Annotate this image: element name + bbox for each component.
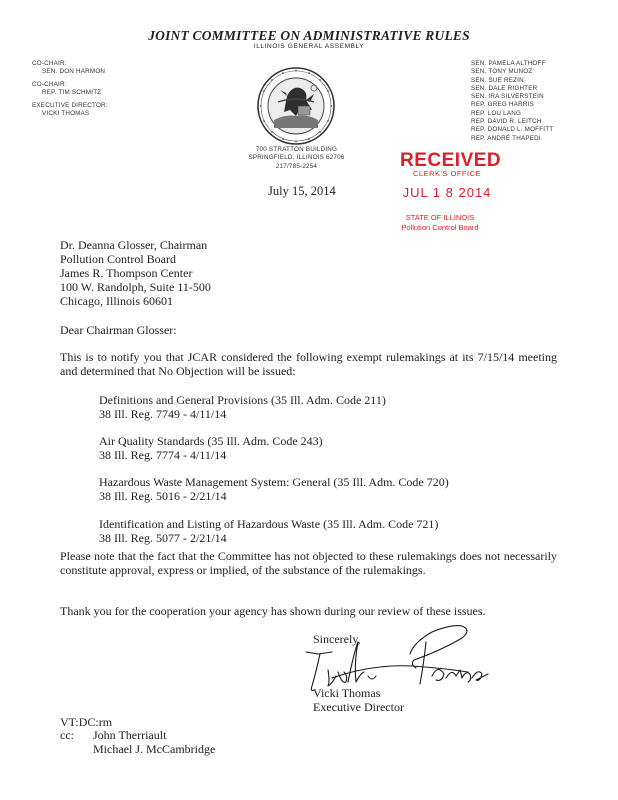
cc-recipient: John Therriault xyxy=(93,728,167,742)
rule-citation: 38 Ill. Reg. 5016 - 2/21/14 xyxy=(99,489,227,503)
recipient-line: James R. Thompson Center xyxy=(60,266,193,280)
cc-recipient: Michael J. McCambridge xyxy=(93,742,216,756)
officer-name: REP. TIM SCHMITZ xyxy=(42,89,102,97)
stamp-board xyxy=(376,213,504,232)
rule-citation: 38 Ill. Reg. 7749 - 4/11/14 xyxy=(99,407,227,421)
member-name: SEN. SUE REZIN xyxy=(471,76,524,84)
member-name: SEN. IRA SILVERSTEIN xyxy=(471,93,544,101)
member-name: SEN. DALE RIGHTER xyxy=(471,84,538,92)
officer-name: VICKI THOMAS xyxy=(42,110,90,118)
committee-title: JOINT COMMITTEE ON ADMINISTRATIVE RULES xyxy=(148,28,470,43)
officer-role: EXECUTIVE DIRECTOR: xyxy=(32,102,108,110)
member-name: SEN. TONY MUNOZ xyxy=(471,68,533,76)
recipient-line: Chicago, Illinois 60601 xyxy=(60,294,173,308)
officers-list xyxy=(32,60,108,119)
note-paragraph: Please note that the fact that the Committee has not objected to these rulemakings does not necessarily constitute approval, express or implied, of the substance of the rulemakings. xyxy=(60,549,557,577)
salutation: Dear Chairman Glosser: xyxy=(60,323,177,337)
rule-title: Air Quality Standards (35 Ill. Adm. Code 243) xyxy=(99,434,323,448)
rule-item xyxy=(99,517,438,545)
rule-item xyxy=(99,393,386,421)
rule-item xyxy=(99,475,449,503)
rule-citation: 38 Ill. Reg. 7774 - 4/11/14 xyxy=(99,448,227,462)
member-name: SEN. PAMELA ALTHOFF xyxy=(471,60,546,67)
stamp-state: STATE OF ILLINOIS xyxy=(405,213,475,222)
recipient-line: Dr. Deanna Glosser, Chairman xyxy=(60,238,208,252)
recipient-line: Pollution Control Board xyxy=(60,252,177,266)
received-stamp: RECEIVED xyxy=(400,150,502,171)
signer-name: Vicki Thomas xyxy=(313,686,381,700)
rule-item xyxy=(99,434,323,462)
typist-initials: VT:DC:rm xyxy=(60,715,113,729)
address-line: 700 STRATTON BUILDING xyxy=(255,146,338,153)
stamp-clerk-office: CLERK'S OFFICE xyxy=(412,169,482,178)
signer-title: Executive Director xyxy=(313,700,404,714)
member-name: REP. DAVID R. LEITCH xyxy=(471,118,542,126)
recipient-line: 100 W. Randolph, Suite 11-500 xyxy=(60,280,211,294)
cc-label: cc: xyxy=(60,728,74,742)
member-name: REP. LOU LANG xyxy=(471,109,522,117)
thanks-paragraph: Thank you for the cooperation your agency has shown during our review of these issues. xyxy=(60,604,486,618)
officer-name: SEN. DON HARMON xyxy=(42,68,106,76)
officer-role: CO-CHAIR: xyxy=(32,81,67,89)
state-seal-icon xyxy=(256,66,336,146)
member-name: REP. GREG HARRIS xyxy=(471,101,534,109)
stamp-board-name: Pollution Control Board xyxy=(401,222,479,232)
rule-title: Definitions and General Provisions (35 Ill. Adm. Code 211) xyxy=(99,393,386,407)
member-name: REP. DONALD L. MOFFITT xyxy=(471,126,554,134)
officer-role: CO-CHAIR: xyxy=(32,60,67,67)
committee-subtitle: ILLINOIS GENERAL ASSEMBLY xyxy=(253,43,365,50)
address-line: SPRINGFIELD, ILLINOIS 62706 xyxy=(248,154,345,162)
rule-title: Hazardous Waste Management System: General (35 Ill. Adm. Code 720) xyxy=(99,475,449,489)
rule-title: Identification and Listing of Hazardous Waste (35 Ill. Adm. Code 721) xyxy=(99,517,439,531)
recipient-address xyxy=(60,238,211,308)
rule-citation: 38 Ill. Reg. 5077 - 2/21/14 xyxy=(99,531,227,545)
letter-date: July 15, 2014 xyxy=(268,184,336,198)
closing: Sincerely, xyxy=(313,632,361,646)
member-name: REP. ANDRÉ THAPEDI xyxy=(471,134,541,142)
intro-paragraph: This is to notify you that JCAR considered the following exempt rulemakings at its 7/15/14 meeting and determined that No Objection will be issued: xyxy=(60,350,557,378)
stamp-date: JUL 1 8 2014 xyxy=(402,185,492,200)
committee-address xyxy=(245,146,348,171)
address-phone: 217/785-2254 xyxy=(275,162,318,170)
members-list xyxy=(471,60,553,143)
